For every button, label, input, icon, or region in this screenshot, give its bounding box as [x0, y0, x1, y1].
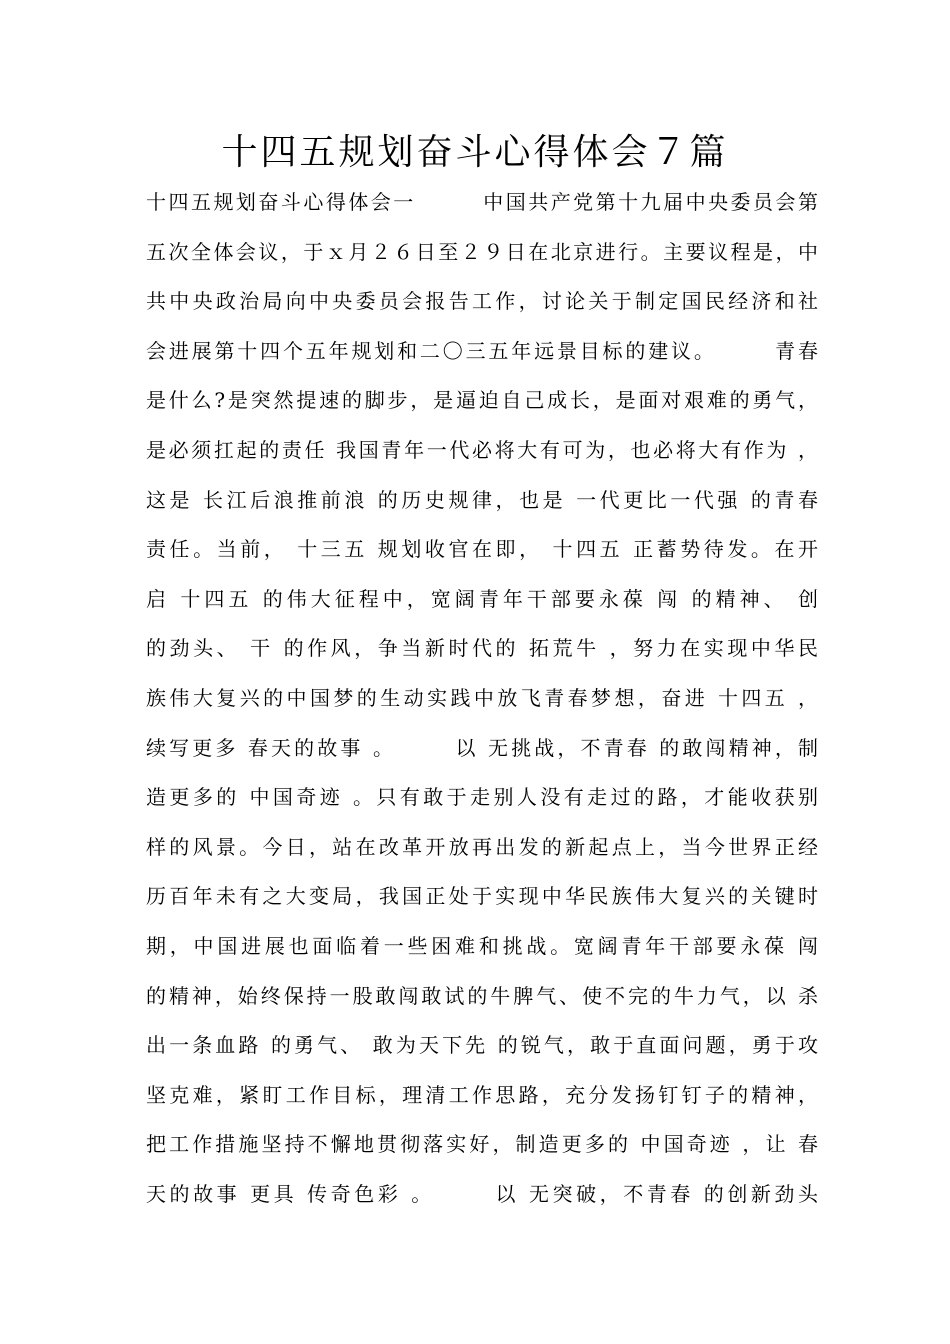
text-line: 的劲头、 干 的作风，争当新时代的 拓荒牛 ，努力在实现中华民	[146, 636, 818, 661]
text-line: 共中央政治局向中央委员会报告工作，讨论关于制定国民经济和社	[146, 289, 818, 314]
text-line: 是必须扛起的责任 我国青年一代必将大有可为，也必将大有作为 ，	[146, 437, 818, 462]
text-line: 历百年未有之大变局，我国正处于实现中华民族伟大复兴的关键时	[146, 884, 818, 909]
text-line: 天的故事 更具 传奇色彩 。 以 无突破，不青春 的创新劲头	[146, 1181, 818, 1206]
text-line: 族伟大复兴的中国梦的生动实践中放飞青春梦想，奋进 十四五 ，	[146, 685, 818, 710]
text-line: 的精神，始终保持一股敢闯敢试的牛脾气、使不完的牛力气，以 杀	[146, 983, 818, 1008]
text-line: 续写更多 春天的故事 。 以 无挑战，不青春 的敢闯精神，制	[146, 735, 818, 760]
document-title: 十四五规划奋斗心得体会７篇	[221, 132, 729, 173]
text-line: 坚克难，紧盯工作目标，理清工作思路，充分发扬钉钉子的精神，	[146, 1082, 818, 1107]
text-line: 样的风景。今日，站在改革开放再出发的新起点上，当今世界正经	[146, 834, 818, 859]
text-line: 造更多的 中国奇迹 。只有敢于走别人没有走过的路，才能收获别	[146, 785, 818, 810]
text-line: 会进展第十四个五年规划和二〇三五年远景目标的建议。 青春	[146, 338, 818, 363]
text-line: 这是 长江后浪推前浪 的历史规律，也是 一代更比一代强 的青春	[146, 487, 818, 512]
text-line: 责任。当前， 十三五 规划收官在即， 十四五 正蓄势待发。在开	[146, 537, 818, 562]
text-line: 把工作措施坚持不懈地贯彻落实好，制造更多的 中国奇迹 ，让 春	[146, 1132, 818, 1157]
text-line: 十四五规划奋斗心得体会一 中国共产党第十九届中央委员会第	[146, 190, 818, 214]
text-line: 出一条血路 的勇气、 敢为天下先 的锐气，敢于直面问题，勇于攻	[146, 1033, 818, 1058]
text-line: 期，中国进展也面临着一些困难和挑战。宽阔青年干部要永葆 闯	[146, 933, 818, 958]
text-line: 是什么?是突然提速的脚步，是逼迫自己成长，是面对艰难的勇气，	[146, 388, 818, 413]
text-line: 五次全体会议，于ｘ月２６日至２９日在北京进行。主要议程是，中	[146, 239, 818, 264]
document-body	[146, 178, 818, 1219]
text-line: 启 十四五 的伟大征程中，宽阔青年干部要永葆 闯 的精神、 创	[146, 586, 818, 611]
